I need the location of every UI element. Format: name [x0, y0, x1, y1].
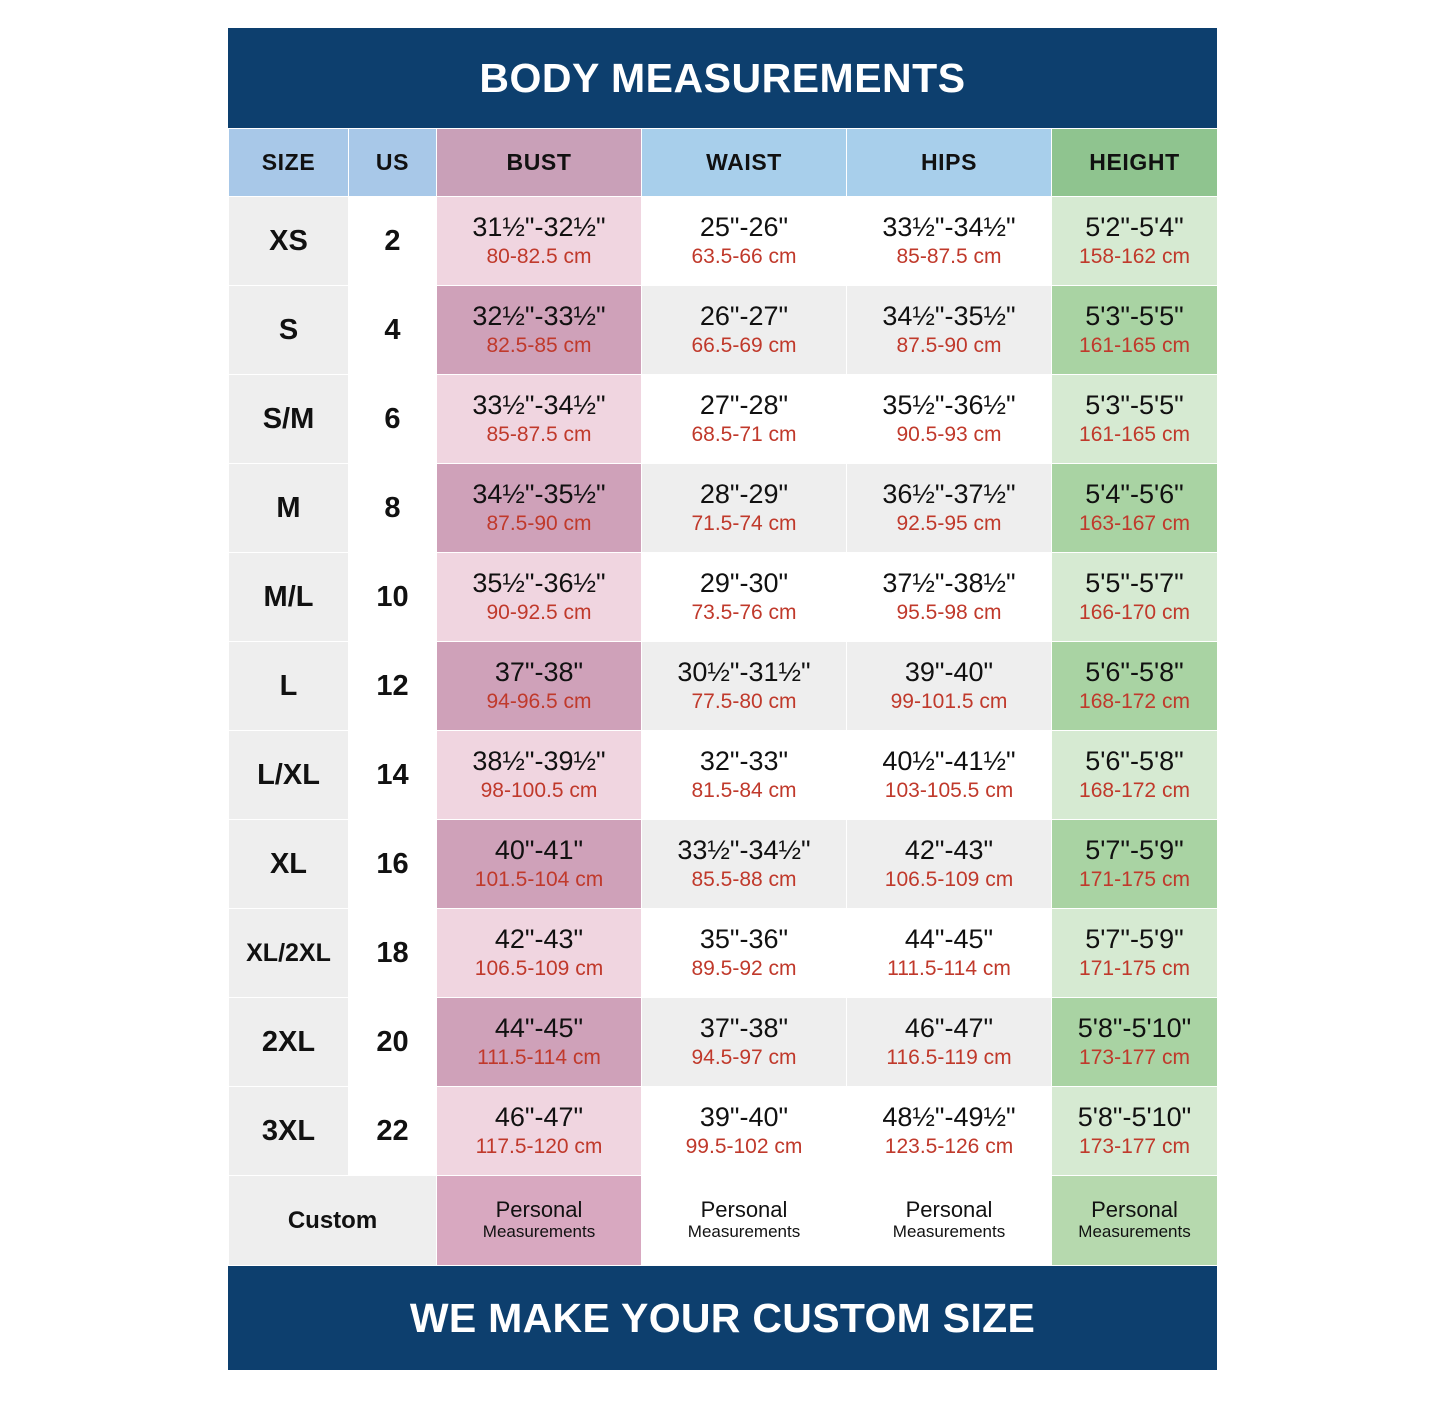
height-imperial: 5'3"-5'5": [1085, 390, 1184, 421]
waist-cm: 66.5-69 cm: [691, 333, 797, 357]
size-label: XS: [229, 197, 349, 286]
hips-cell: [847, 998, 1052, 1087]
column-header-us: US: [349, 129, 437, 197]
bust-inches: 31½"-32½": [472, 212, 606, 243]
height-cm: 168-172 cm: [1079, 778, 1190, 802]
bust-cm: 106.5-109 cm: [474, 956, 604, 980]
hips-cm: 90.5-93 cm: [896, 422, 1002, 446]
waist-cell: [642, 642, 847, 731]
bust-inches: 46"-47": [494, 1102, 584, 1133]
custom-height-main: Personal: [1091, 1197, 1178, 1223]
size-label: M: [229, 464, 349, 553]
table-row: [229, 909, 1218, 998]
custom-hips-sub: Measurements: [892, 1222, 1006, 1242]
bust-inches: 34½"-35½": [472, 479, 606, 510]
custom-bust-main: Personal: [495, 1197, 583, 1223]
us-size: 22: [349, 1087, 437, 1176]
waist-inches: 27"-28": [699, 390, 789, 421]
bust-cell: [437, 553, 642, 642]
size-label: S: [229, 286, 349, 375]
bust-inches: 42"-43": [494, 924, 584, 955]
size-label: L/XL: [229, 731, 349, 820]
waist-cell: [642, 464, 847, 553]
hips-inches: 40½"-41½": [882, 746, 1016, 777]
waist-cm: 71.5-74 cm: [691, 511, 797, 535]
waist-cm: 99.5-102 cm: [685, 1134, 803, 1158]
waist-cm: 68.5-71 cm: [691, 422, 797, 446]
height-cm: 171-175 cm: [1079, 956, 1190, 980]
bust-cm: 111.5-114 cm: [477, 1045, 601, 1069]
height-imperial: 5'8"-5'10": [1077, 1013, 1192, 1044]
table-row: [229, 197, 1218, 286]
height-imperial: 5'7"-5'9": [1085, 835, 1184, 866]
hips-inches: 35½"-36½": [882, 390, 1016, 421]
table-row: [229, 998, 1218, 1087]
bust-inches: 44"-45": [494, 1013, 584, 1044]
hips-cell: [847, 553, 1052, 642]
bust-inches: 38½"-39½": [472, 746, 606, 777]
height-cm: 161-165 cm: [1079, 333, 1190, 357]
height-imperial: 5'2"-5'4": [1085, 212, 1184, 243]
us-size: 2: [349, 197, 437, 286]
table-row: [229, 642, 1218, 731]
hips-cell: [847, 375, 1052, 464]
bust-cm: 101.5-104 cm: [474, 867, 604, 891]
table-row: [229, 820, 1218, 909]
table-row: [229, 1087, 1218, 1176]
chart-title: BODY MEASUREMENTS: [228, 28, 1217, 128]
height-imperial: 5'5"-5'7": [1085, 568, 1184, 599]
bust-inches: 33½"-34½": [472, 390, 606, 421]
height-imperial: 5'7"-5'9": [1085, 924, 1184, 955]
height-cm: 158-162 cm: [1079, 244, 1190, 268]
waist-cell: [642, 909, 847, 998]
height-imperial: 5'8"-5'10": [1077, 1102, 1192, 1133]
custom-height-sub: Measurements: [1078, 1222, 1191, 1242]
hips-cm: 116.5-119 cm: [886, 1045, 1012, 1069]
height-cell: [1052, 909, 1218, 998]
hips-cell: [847, 909, 1052, 998]
bust-cm: 80-82.5 cm: [486, 244, 592, 268]
height-imperial: 5'6"-5'8": [1085, 746, 1184, 777]
custom-waist-sub: Measurements: [687, 1222, 801, 1242]
custom-bust-cell: [437, 1176, 642, 1266]
bust-cm: 82.5-85 cm: [486, 333, 592, 357]
bust-cell: [437, 820, 642, 909]
bust-inches: 32½"-33½": [472, 301, 606, 332]
waist-cell: [642, 197, 847, 286]
bust-cell: [437, 909, 642, 998]
height-cm: 173-177 cm: [1079, 1045, 1190, 1069]
hips-inches: 36½"-37½": [882, 479, 1016, 510]
height-cell: [1052, 197, 1218, 286]
bust-cm: 87.5-90 cm: [486, 511, 592, 535]
bust-cell: [437, 464, 642, 553]
height-cm: 173-177 cm: [1079, 1134, 1190, 1158]
hips-cm: 111.5-114 cm: [887, 956, 1011, 980]
bust-cell: [437, 286, 642, 375]
hips-inches: 34½"-35½": [882, 301, 1016, 332]
waist-cell: [642, 820, 847, 909]
us-size: 14: [349, 731, 437, 820]
hips-cell: [847, 286, 1052, 375]
height-imperial: 5'4"-5'6": [1085, 479, 1184, 510]
hips-cm: 103-105.5 cm: [884, 778, 1014, 802]
hips-inches: 48½"-49½": [882, 1102, 1016, 1133]
bust-cm: 94-96.5 cm: [486, 689, 592, 713]
us-size: 12: [349, 642, 437, 731]
bust-cell: [437, 998, 642, 1087]
us-size: 4: [349, 286, 437, 375]
chart-footer: WE MAKE YOUR CUSTOM SIZE: [228, 1266, 1217, 1370]
size-chart: [228, 28, 1217, 1390]
table-row: [229, 553, 1218, 642]
waist-cm: 77.5-80 cm: [691, 689, 797, 713]
bust-inches: 40"-41": [494, 835, 584, 866]
height-cm: 171-175 cm: [1079, 867, 1190, 891]
table-row: [229, 375, 1218, 464]
column-header-size: SIZE: [229, 129, 349, 197]
bust-cm: 90-92.5 cm: [486, 600, 592, 624]
custom-bust-sub: Measurements: [482, 1222, 596, 1242]
height-cell: [1052, 286, 1218, 375]
height-cell: [1052, 375, 1218, 464]
waist-cell: [642, 286, 847, 375]
custom-hips-cell: [847, 1176, 1052, 1266]
waist-inches: 33½"-34½": [677, 835, 811, 866]
hips-inches: 44"-45": [904, 924, 994, 955]
custom-height-cell: [1052, 1176, 1218, 1266]
custom-hips-main: Personal: [905, 1197, 993, 1223]
hips-cm: 85-87.5 cm: [896, 244, 1002, 268]
table-body: [229, 197, 1218, 1266]
height-imperial: 5'6"-5'8": [1085, 657, 1184, 688]
bust-cm: 85-87.5 cm: [486, 422, 592, 446]
waist-inches: 32"-33": [699, 746, 789, 777]
us-size: 6: [349, 375, 437, 464]
waist-cell: [642, 553, 847, 642]
waist-cm: 89.5-92 cm: [691, 956, 797, 980]
table-row: [229, 731, 1218, 820]
hips-cm: 123.5-126 cm: [884, 1134, 1014, 1158]
column-header-bust: BUST: [437, 129, 642, 197]
waist-cm: 85.5-88 cm: [691, 867, 797, 891]
size-label: XL: [229, 820, 349, 909]
column-header-height: HEIGHT: [1052, 129, 1218, 197]
custom-label: Custom: [229, 1176, 437, 1266]
measurements-table: [228, 128, 1218, 1266]
height-cell: [1052, 820, 1218, 909]
hips-inches: 46"-47": [904, 1013, 994, 1044]
bust-cell: [437, 375, 642, 464]
height-cm: 168-172 cm: [1079, 689, 1190, 713]
size-label: L: [229, 642, 349, 731]
waist-cm: 94.5-97 cm: [691, 1045, 797, 1069]
table-row: [229, 286, 1218, 375]
hips-inches: 37½"-38½": [882, 568, 1016, 599]
waist-inches: 25"-26": [699, 212, 789, 243]
waist-cell: [642, 998, 847, 1087]
hips-cell: [847, 464, 1052, 553]
height-cell: [1052, 1087, 1218, 1176]
height-cm: 163-167 cm: [1079, 511, 1190, 535]
waist-cell: [642, 1087, 847, 1176]
us-size: 20: [349, 998, 437, 1087]
height-cm: 166-170 cm: [1079, 600, 1190, 624]
bust-cell: [437, 642, 642, 731]
waist-cm: 73.5-76 cm: [691, 600, 797, 624]
bust-inches: 35½"-36½": [472, 568, 606, 599]
waist-inches: 28"-29": [699, 479, 789, 510]
waist-cm: 81.5-84 cm: [691, 778, 797, 802]
bust-cm: 117.5-120 cm: [475, 1134, 603, 1158]
waist-inches: 37"-38": [699, 1013, 789, 1044]
us-size: 16: [349, 820, 437, 909]
hips-inches: 39"-40": [904, 657, 994, 688]
column-header-waist: WAIST: [642, 129, 847, 197]
height-cell: [1052, 642, 1218, 731]
table-header-row: [229, 129, 1218, 197]
hips-cm: 87.5-90 cm: [896, 333, 1002, 357]
size-label: M/L: [229, 553, 349, 642]
us-size: 8: [349, 464, 437, 553]
hips-cell: [847, 642, 1052, 731]
bust-cm: 98-100.5 cm: [480, 778, 598, 802]
hips-cell: [847, 1087, 1052, 1176]
bust-cell: [437, 197, 642, 286]
hips-cm: 106.5-109 cm: [884, 867, 1014, 891]
hips-cell: [847, 731, 1052, 820]
size-label: 2XL: [229, 998, 349, 1087]
custom-size-row: [229, 1176, 1218, 1266]
height-cm: 161-165 cm: [1079, 422, 1190, 446]
us-size: 10: [349, 553, 437, 642]
height-cell: [1052, 553, 1218, 642]
bust-cell: [437, 731, 642, 820]
size-label: 3XL: [229, 1087, 349, 1176]
waist-cm: 63.5-66 cm: [691, 244, 797, 268]
waist-cell: [642, 375, 847, 464]
waist-inches: 29"-30": [699, 568, 789, 599]
custom-waist-main: Personal: [700, 1197, 788, 1223]
table-row: [229, 464, 1218, 553]
waist-cell: [642, 731, 847, 820]
size-label: XL/2XL: [229, 909, 349, 998]
hips-cm: 92.5-95 cm: [896, 511, 1002, 535]
height-imperial: 5'3"-5'5": [1085, 301, 1184, 332]
us-size: 18: [349, 909, 437, 998]
hips-cm: 95.5-98 cm: [896, 600, 1002, 624]
waist-inches: 26"-27": [699, 301, 789, 332]
bust-inches: 37"-38": [494, 657, 584, 688]
waist-inches: 39"-40": [699, 1102, 789, 1133]
waist-inches: 30½"-31½": [677, 657, 811, 688]
hips-inches: 33½"-34½": [882, 212, 1016, 243]
custom-waist-cell: [642, 1176, 847, 1266]
column-header-hips: HIPS: [847, 129, 1052, 197]
size-label: S/M: [229, 375, 349, 464]
height-cell: [1052, 464, 1218, 553]
hips-cell: [847, 820, 1052, 909]
hips-cell: [847, 197, 1052, 286]
height-cell: [1052, 731, 1218, 820]
height-cell: [1052, 998, 1218, 1087]
waist-inches: 35"-36": [699, 924, 789, 955]
hips-cm: 99-101.5 cm: [890, 689, 1008, 713]
bust-cell: [437, 1087, 642, 1176]
hips-inches: 42"-43": [904, 835, 994, 866]
